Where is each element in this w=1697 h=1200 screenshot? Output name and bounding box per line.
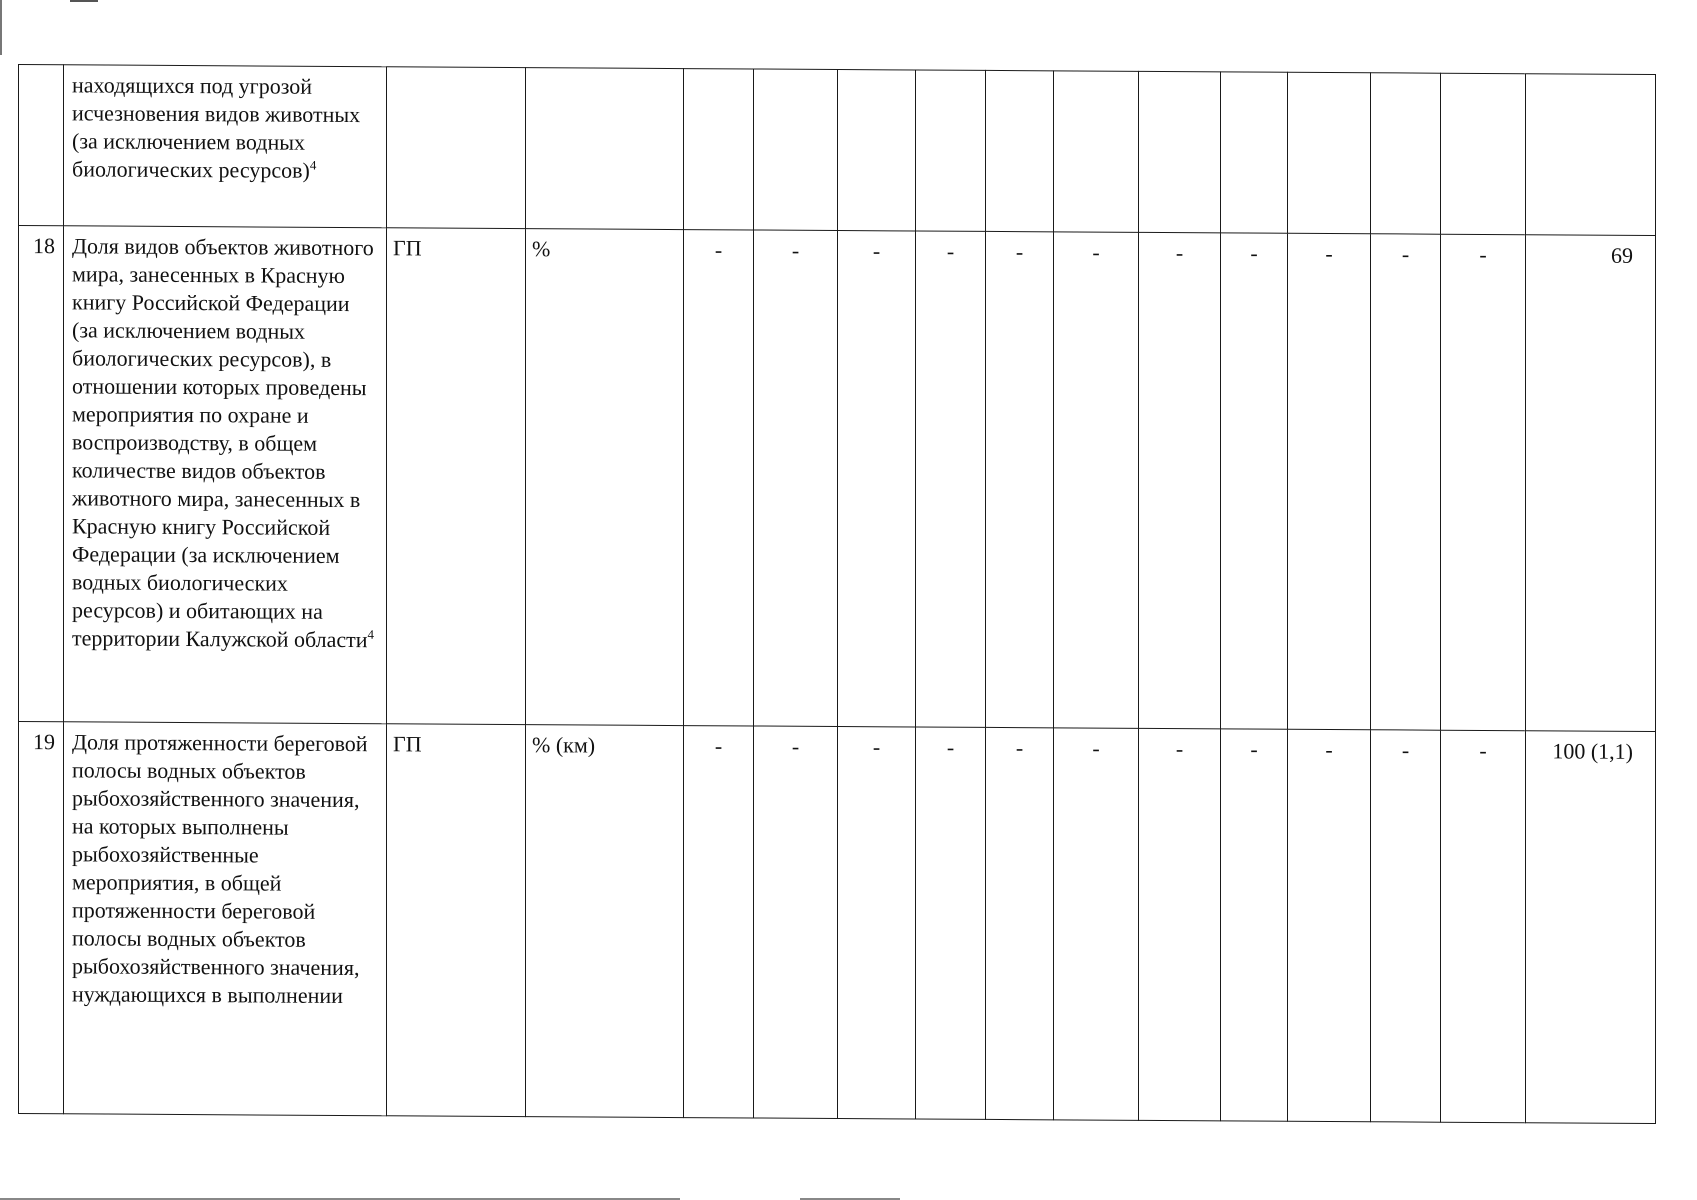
final-value-cell: 69	[1526, 235, 1656, 732]
value-cell	[1221, 72, 1288, 234]
table-row	[19, 65, 1656, 236]
value-cell: -	[838, 231, 916, 727]
value-cell: -	[684, 726, 754, 1118]
value-cell	[684, 69, 754, 231]
value-cell: -	[1441, 234, 1526, 730]
value-cell: -	[1054, 232, 1139, 728]
value-cell	[838, 70, 916, 232]
value-cell	[1139, 71, 1221, 233]
indicator-name: находящихся под угрозой исчезновения видов животных (за исключением водных биологических ресурсов)$^4$	[64, 65, 387, 228]
indicator-name: Доля видов объектов животного мира, занесенных в Красную книгу Российской Федерации (за исключением водных биологических ресурсов), в отношении которых проведены мероприятия по охране и воспроизводству, в общем количестве видов объектов животного мира, занесенных в Красную книгу Российской Федерации (за исключением водных биологических ресурсов) и обитающих на территории Калужской области$^4$	[64, 226, 387, 724]
value-cell: -	[684, 230, 754, 726]
value-cell: -	[986, 232, 1054, 728]
value-cell	[1288, 72, 1371, 234]
value-cell: -	[1054, 728, 1139, 1120]
value-cell: -	[986, 728, 1054, 1120]
unit-cell	[526, 68, 684, 230]
unit-cell: %	[526, 229, 684, 726]
indicators-table	[18, 64, 1656, 1124]
footnote-mark: 4	[309, 157, 317, 173]
value-cell: -	[1221, 233, 1288, 729]
value-cell	[986, 70, 1054, 232]
value-cell	[1371, 73, 1441, 235]
unit-cell: % (км)	[526, 725, 684, 1118]
value-cell: -	[1139, 729, 1221, 1121]
value-cell: -	[1221, 729, 1288, 1121]
value-cell: -	[1371, 234, 1441, 730]
footnote-mark: 4	[367, 627, 375, 643]
indicator-name: Доля протяженности береговой полосы водных объектов рыбохозяйственного значения, на которых выполнены рыбохозяйственные мероприятия, в общей протяженности береговой полосы водных объектов рыбохозяйственного значения, нуждающихся в выполнении	[64, 722, 387, 1116]
scan-edge	[0, 0, 2, 55]
final-value-cell: 100 (1,1)	[1526, 731, 1656, 1124]
value-cell: -	[1288, 729, 1371, 1121]
value-cell: -	[916, 727, 986, 1119]
value-cell	[1441, 73, 1526, 235]
value-cell: -	[1371, 730, 1441, 1122]
value-cell: -	[754, 726, 838, 1118]
value-cell	[1054, 71, 1139, 233]
value-cell: -	[1288, 234, 1371, 730]
value-cell: -	[754, 230, 838, 726]
scan-mark	[70, 0, 98, 2]
value-cell	[754, 69, 838, 231]
row-number: 19	[19, 722, 64, 1114]
value-cell: -	[1139, 233, 1221, 729]
source-cell: ГП	[387, 228, 526, 725]
row-number	[19, 65, 64, 227]
value-cell: -	[838, 727, 916, 1119]
value-cell	[916, 70, 986, 232]
row-number: 18	[19, 226, 64, 722]
source-cell	[387, 67, 526, 229]
value-cell: -	[916, 231, 986, 727]
table-row	[19, 226, 1656, 732]
table-row	[19, 722, 1656, 1124]
final-value-cell	[1526, 74, 1656, 236]
source-cell: ГП	[387, 724, 526, 1117]
value-cell: -	[1441, 730, 1526, 1122]
